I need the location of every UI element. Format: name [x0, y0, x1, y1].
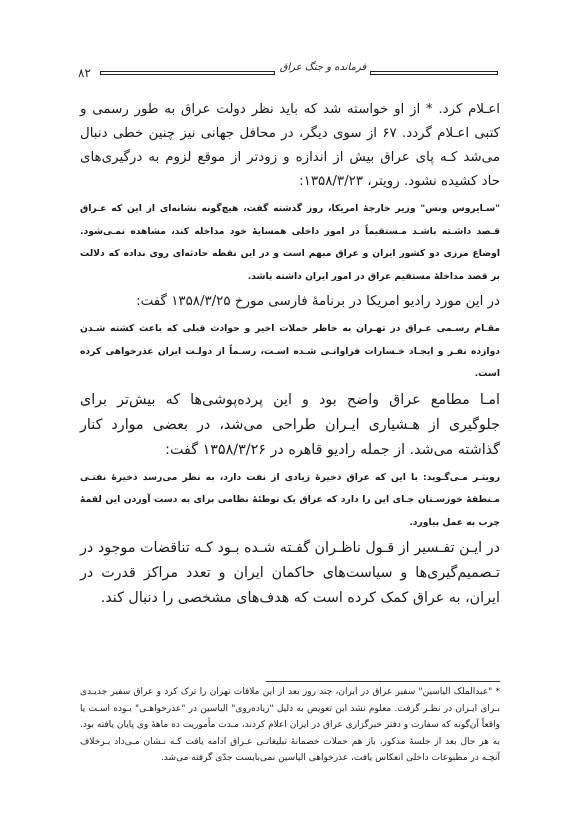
footnote: * "عبدالملک الیاسین" سفیر عراق در ایران، چند روز بعد از این ملاقات تهران را ترک کرد و عراق سفیر جدیـدی بـرای ایـران در نظـر گرفت. معلوم نشد این تعویض به دلیل "زیاده‌روی" الیاسین در "عذرخواهـی" بـوده اسـت یا واقعاً آن‌گونه که سفارت و دفتر خبرگزاری عراق در ایران اعلام کردند، مـدت مأموریت ده ماههٔ وی پایان یافته بود. به هر حال بعد از جلسهٔ مذکور، باز هم حملات خصمانهٔ تبلیغاتـی عـراق ادامه یافت کـه نـشان مـی‌داد بـرخلاف آنچـه در مطبوعات داخلی انعکاس یافت، عذرخواهی الیاسین نمی‌بایست جدّی گرفته می‌شد.: [80, 687, 500, 764]
paragraph-3: امـا مطامع عراق واضح بود و این پرده‌پوشی‌ها که بیش‌تر برای جلوگیری از هـشیاری ایـران طراحی می‌شد، در بعضی موارد کنار گذاشته می‌شد. از جمله رادیو قاهره در ۱۳۵۸/۳/۲۶ گفت:: [80, 391, 500, 458]
footnote-divider: [266, 681, 500, 682]
page-number: ۸۲: [78, 66, 91, 80]
paragraph-2: در این مورد رادیو امریکا در برنامهٔ فارسی مورخ ۱۳۵۸/۳/۲۵ گفت:: [136, 294, 500, 309]
quote-3: رویتـر مـی‌گـوید: با این که عراق ذخیرهٔ زیادی از نفت دارد، به نظر می‌رسد ذخیرهٔ نفتـی مـنطقهٔ خوزسـتان جـای این را دارد که عراق یک توطئهٔ نظامی برای به دست آوردن این لقمهٔ چرب به عمل بیاورد.: [80, 471, 500, 528]
paragraph-1: اعـلام کرد. * از او خواسته شد که باید نظر دولت عراق به طور رسمی و کتبی اعـلام گردد. ۶۷ از سوی دیگر، در محافل جهانی نیز چنین خطی دنبال می‌شد کـه پای عراق بیش از اندازه و زودتر از موقع لزوم به درگیری‌های حاد کشیده نشود. رویتر، ۱۳۵۸/۳/۲۳:: [80, 102, 501, 189]
paragraph-4: در ایـن تفـسیر از قـول ناظـران گفـته شـده بـود کـه تناقضات موجود در تـصمیم‌گیری‌ها و سیاست‌های حاکمان ایران و تعدد مراکز قدرت در ایران، به عراق کمک کرده است که هدف‌های مشخصی را دنبال کند.: [80, 540, 500, 606]
quote-2: مقـام رسـمی عـراق در تهـران به خاطر حملات اخیر و حوادث قبلی که باعث کشته شـدن دوازده نفـر و ایجـاد خـسارات فراوانـی شـده اسـت، رسـماً از دولـت ایران عذرخواهی کرده است.: [80, 323, 500, 379]
main-text: [80, 98, 500, 611]
running-title: فرمانده و جنگ عراق: [279, 62, 367, 73]
page-header: [78, 60, 498, 100]
header-rule-right: [370, 71, 498, 75]
header-rule-left: [100, 71, 275, 75]
quote-1: "سـایروس ونس" وزیر خارجهٔ امریکا، روز گذشته گفت، هیچ‌گونه نشانه‌ای از این که عـراق قـصد داشـته باشـد مـستقیماً در امور داخلی همسایهٔ خود مداخله کند، مشاهده نمـی‌شود. اوضاع مرزی دو کشور ایران و عراق مبهم است و در این نقطه حادثه‌ای روی نداده که دلالت بر قصد مداخلهٔ مستقیم عراق در امور ایران داشته باشد.: [80, 203, 500, 282]
